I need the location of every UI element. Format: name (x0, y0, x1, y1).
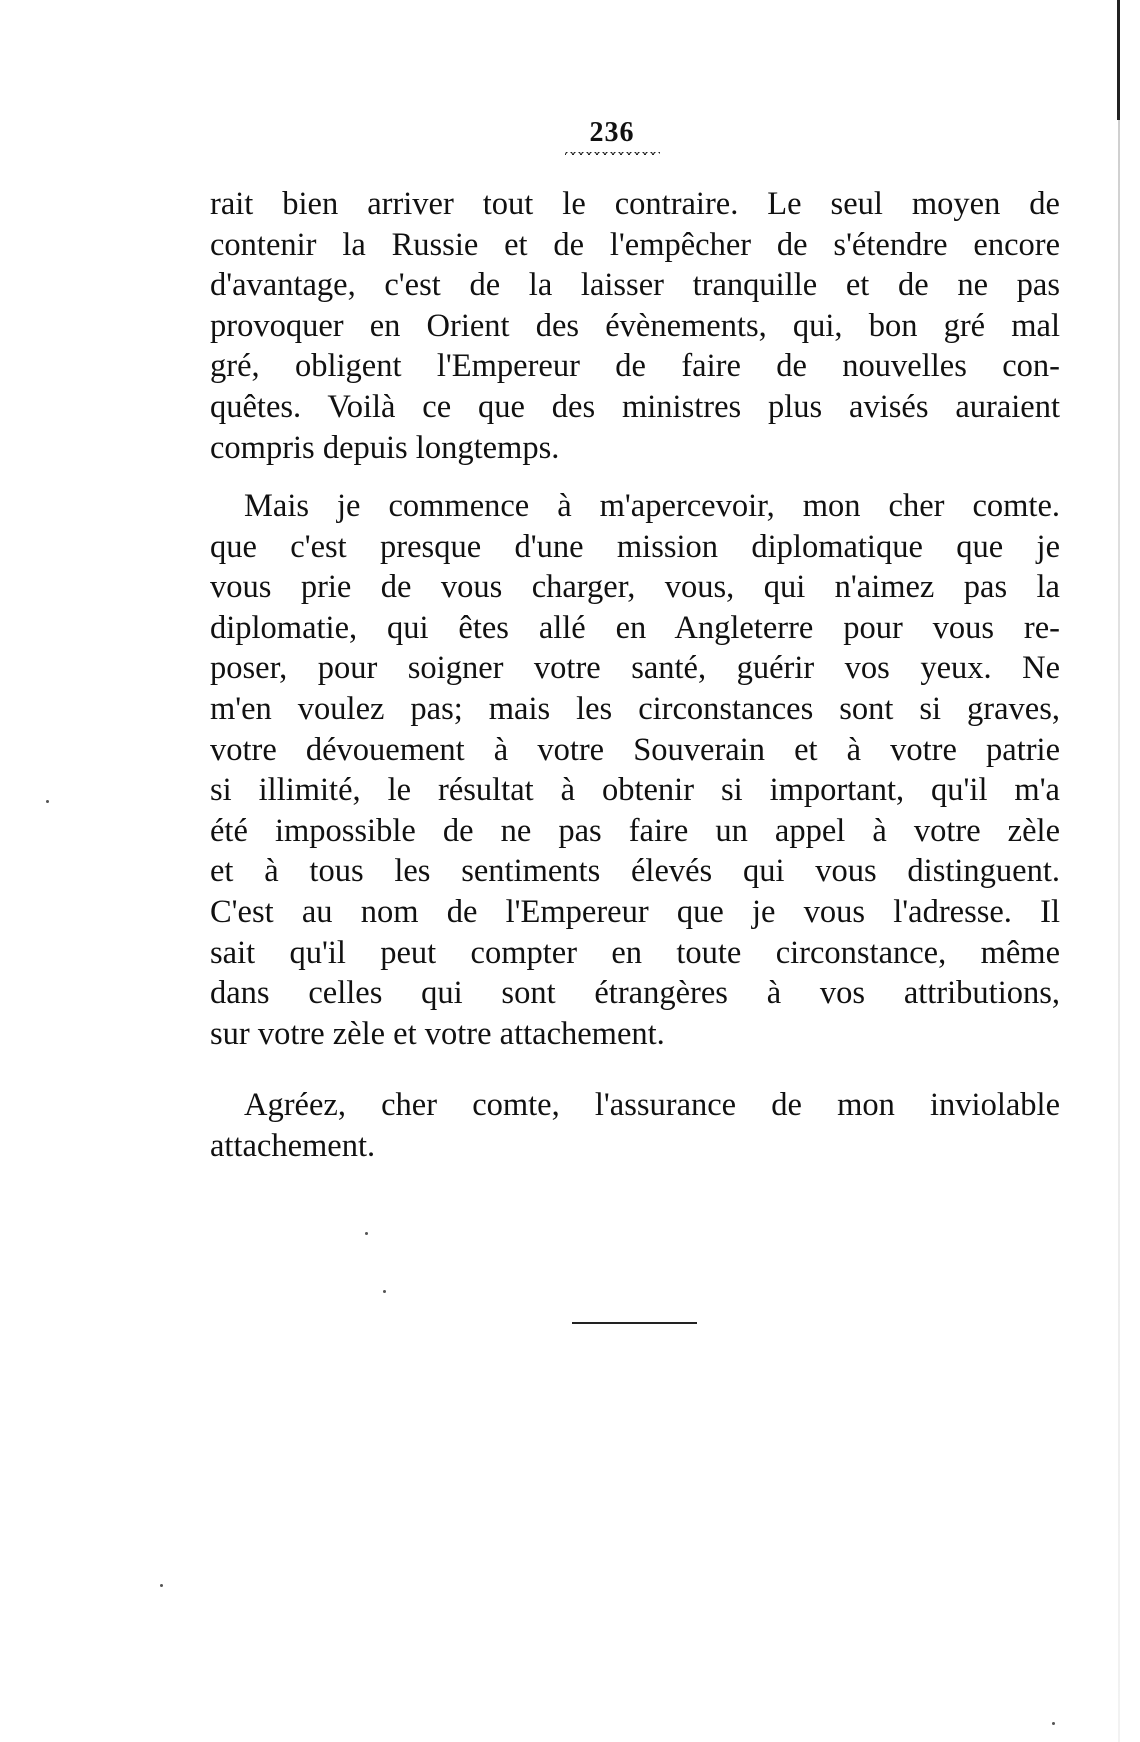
text-line: contenir la Russie et de l'empêcher de s'étendre encore (210, 226, 1060, 263)
text-line: sur votre zèle et votre attachement. (210, 1015, 665, 1052)
text-line: C'est au nom de l'Empereur que je vous l'adresse. Il (210, 893, 1060, 930)
paper-speck (383, 1290, 386, 1293)
text-line: attachement. (210, 1127, 376, 1164)
closing-rule (572, 1322, 697, 1324)
text-line: votre dévouement à votre Souverain et à votre patrie (210, 731, 1060, 768)
paragraph-3 (210, 1085, 1060, 1166)
paragraph-1 (210, 184, 1060, 468)
text-line: poser, pour soigner votre santé, guérir vos yeux. Ne (210, 650, 1060, 687)
paper-speck (1052, 1722, 1055, 1725)
text-line: été impossible de ne pas faire un appel à votre zèle (210, 812, 1060, 849)
text-line: vous prie de vous charger, vous, qui n'aimez pas la (210, 569, 1060, 606)
text-line: sait qu'il peut compter en toute circonstance, même (210, 934, 1060, 971)
page-number: 236 (589, 117, 635, 148)
page-edge-faint (1118, 120, 1120, 1742)
text-line: quêtes. Voilà ce que des ministres plus avisés auraient (210, 388, 1060, 425)
text-line: diplomatie, qui êtes allé en Angleterre pour vous re- (210, 609, 1060, 646)
text-line: rait bien arriver tout le contraire. Le seul moyen de (210, 186, 1060, 222)
text-line: dans celles qui sont étrangères à vos attributions, (210, 975, 1060, 1012)
text-line: Mais je commence à m'apercevoir, mon cher comte. (244, 488, 1060, 524)
text-line: provoquer en Orient des évènements, qui, bon gré mal (210, 307, 1060, 344)
text-line: m'en voulez pas; mais les circonstances sont si graves, (210, 690, 1060, 727)
paragraph-2 (210, 486, 1060, 1054)
page-edge-dark (1117, 0, 1120, 120)
page-number-ornament-rule (565, 152, 660, 158)
paper-speck (160, 1584, 163, 1587)
text-line: que c'est presque d'une mission diplomatique que je (210, 528, 1060, 565)
text-line: compris depuis longtemps. (210, 429, 560, 466)
text-line: d'avantage, c'est de la laisser tranquille et de ne pas (210, 267, 1060, 304)
paper-speck (46, 800, 49, 803)
paper-speck (365, 1232, 368, 1235)
text-line: gré, obligent l'Empereur de faire de nouvelles con- (210, 348, 1060, 385)
text-line: si illimité, le résultat à obtenir si important, qu'il m'a (210, 772, 1060, 809)
text-line: Agréez, cher comte, l'assurance de mon inviolable (244, 1087, 1060, 1123)
text-line: et à tous les sentiments élevés qui vous distinguent. (210, 853, 1060, 890)
